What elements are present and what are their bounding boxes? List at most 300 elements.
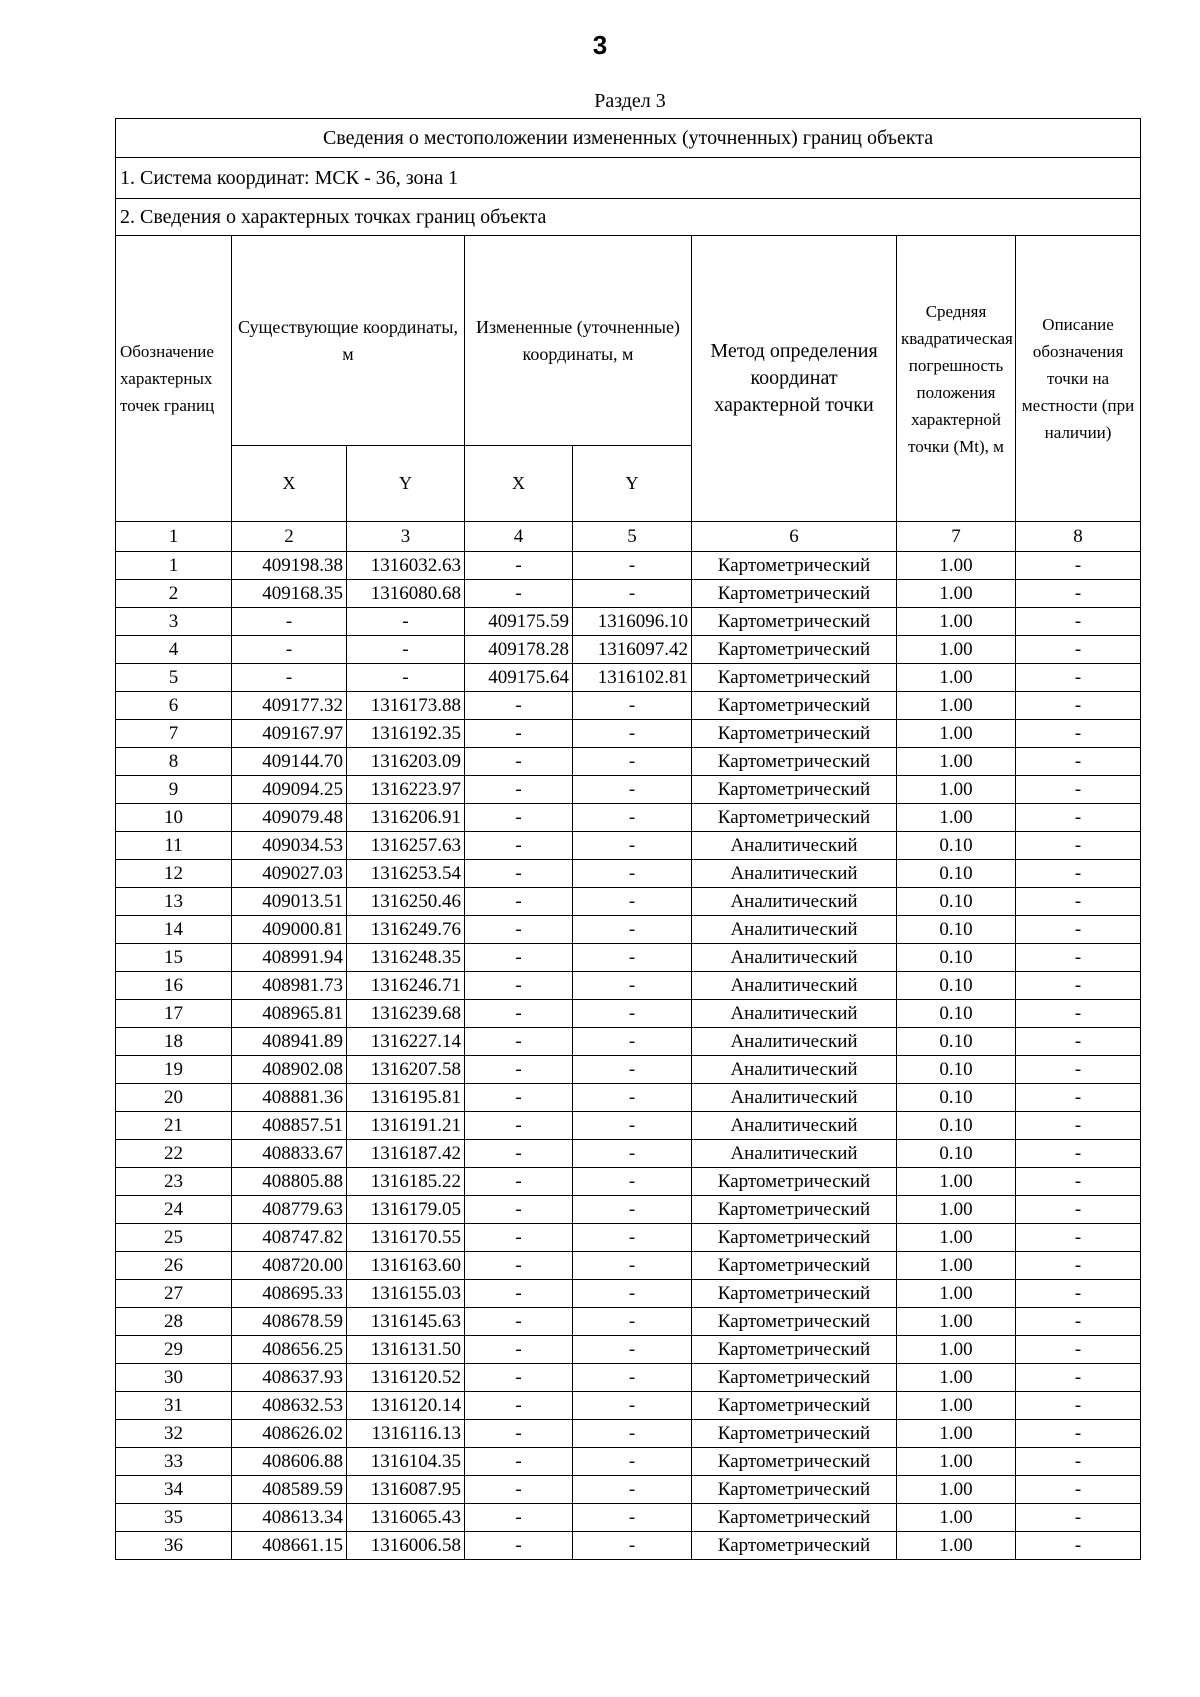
existing-x: 409094.25: [232, 776, 347, 804]
table-row: [116, 1224, 1141, 1252]
changed-y: -: [573, 1448, 692, 1476]
changed-y: -: [573, 748, 692, 776]
table-row: [116, 944, 1141, 972]
method: Картометрический: [692, 580, 897, 608]
header-changed-coords: Измененные (уточненные) координаты, м: [465, 236, 692, 446]
changed-x: -: [465, 720, 573, 748]
point-description: -: [1016, 1252, 1141, 1280]
existing-x: 408632.53: [232, 1392, 347, 1420]
point-number: 20: [116, 1084, 232, 1112]
existing-y: 1316203.09: [347, 748, 465, 776]
method: Картометрический: [692, 1224, 897, 1252]
changed-y: -: [573, 580, 692, 608]
existing-y: 1316120.14: [347, 1392, 465, 1420]
point-description: -: [1016, 552, 1141, 580]
existing-y: 1316087.95: [347, 1476, 465, 1504]
method: Картометрический: [692, 776, 897, 804]
boundary-points-table: [115, 118, 1141, 1560]
method: Аналитический: [692, 916, 897, 944]
changed-y: 1316097.42: [573, 636, 692, 664]
method: Картометрический: [692, 692, 897, 720]
changed-y: -: [573, 944, 692, 972]
header-changed-x: X: [465, 446, 573, 522]
point-description: -: [1016, 1084, 1141, 1112]
method: Картометрический: [692, 1196, 897, 1224]
existing-y: 1316192.35: [347, 720, 465, 748]
table-row: [116, 636, 1141, 664]
method: Картометрический: [692, 1336, 897, 1364]
method: Картометрический: [692, 804, 897, 832]
changed-x: -: [465, 1140, 573, 1168]
changed-y: -: [573, 1476, 692, 1504]
method: Картометрический: [692, 608, 897, 636]
point-description: -: [1016, 832, 1141, 860]
existing-x: 408613.34: [232, 1504, 347, 1532]
mean-square-error: 1.00: [897, 1280, 1016, 1308]
mean-square-error: 0.10: [897, 1112, 1016, 1140]
table-row: [116, 664, 1141, 692]
point-description: -: [1016, 1532, 1141, 1560]
mean-square-error: 1.00: [897, 1252, 1016, 1280]
header-existing-x: X: [232, 446, 347, 522]
existing-y: 1316155.03: [347, 1280, 465, 1308]
method: Картометрический: [692, 1504, 897, 1532]
point-description: -: [1016, 972, 1141, 1000]
method: Аналитический: [692, 1056, 897, 1084]
table-row: [116, 748, 1141, 776]
point-number: 6: [116, 692, 232, 720]
header-existing-y: Y: [347, 446, 465, 522]
table-row: [116, 776, 1141, 804]
existing-y: 1316163.60: [347, 1252, 465, 1280]
existing-x: 409027.03: [232, 860, 347, 888]
existing-y: 1316191.21: [347, 1112, 465, 1140]
point-number: 21: [116, 1112, 232, 1140]
point-number: 9: [116, 776, 232, 804]
existing-x: 409013.51: [232, 888, 347, 916]
changed-x: -: [465, 916, 573, 944]
table-row: [116, 860, 1141, 888]
method: Аналитический: [692, 1084, 897, 1112]
changed-x: -: [465, 1476, 573, 1504]
method: Картометрический: [692, 1280, 897, 1308]
table-row: [116, 1308, 1141, 1336]
existing-x: 409034.53: [232, 832, 347, 860]
existing-y: 1316145.63: [347, 1308, 465, 1336]
changed-y: -: [573, 1028, 692, 1056]
point-number: 11: [116, 832, 232, 860]
mean-square-error: 0.10: [897, 860, 1016, 888]
existing-y: 1316250.46: [347, 888, 465, 916]
table-row: [116, 916, 1141, 944]
changed-x: -: [465, 1196, 573, 1224]
existing-x: 408779.63: [232, 1196, 347, 1224]
existing-y: 1316065.43: [347, 1504, 465, 1532]
changed-x: -: [465, 888, 573, 916]
column-numbers-row: [116, 522, 1141, 552]
method: Аналитический: [692, 860, 897, 888]
mean-square-error: 0.10: [897, 1000, 1016, 1028]
changed-y: -: [573, 1084, 692, 1112]
changed-y: -: [573, 1364, 692, 1392]
point-number: 4: [116, 636, 232, 664]
table-row: [116, 552, 1141, 580]
existing-y: 1316032.63: [347, 552, 465, 580]
point-description: -: [1016, 608, 1141, 636]
changed-x: -: [465, 804, 573, 832]
existing-x: 408881.36: [232, 1084, 347, 1112]
table-row: [116, 1056, 1141, 1084]
method: Аналитический: [692, 1000, 897, 1028]
method: Картометрический: [692, 1252, 897, 1280]
point-number: 36: [116, 1532, 232, 1560]
existing-x: 408589.59: [232, 1476, 347, 1504]
point-description: -: [1016, 776, 1141, 804]
point-description: -: [1016, 944, 1141, 972]
existing-y: 1316131.50: [347, 1336, 465, 1364]
existing-x: 408965.81: [232, 1000, 347, 1028]
existing-y: 1316207.58: [347, 1056, 465, 1084]
changed-y: -: [573, 972, 692, 1000]
changed-x: -: [465, 1168, 573, 1196]
existing-x: 408857.51: [232, 1112, 347, 1140]
point-description: -: [1016, 692, 1141, 720]
changed-y: -: [573, 804, 692, 832]
existing-x: 409079.48: [232, 804, 347, 832]
changed-y: -: [573, 1112, 692, 1140]
changed-x: -: [465, 776, 573, 804]
mean-square-error: 1.00: [897, 1168, 1016, 1196]
changed-y: -: [573, 832, 692, 860]
column-number: 6: [692, 522, 897, 552]
mean-square-error: 1.00: [897, 580, 1016, 608]
changed-x: -: [465, 1112, 573, 1140]
point-number: 31: [116, 1392, 232, 1420]
mean-square-error: 1.00: [897, 1224, 1016, 1252]
table-row: [116, 720, 1141, 748]
mean-square-error: 1.00: [897, 1196, 1016, 1224]
point-number: 23: [116, 1168, 232, 1196]
mean-square-error: 0.10: [897, 1028, 1016, 1056]
table-row: [116, 1280, 1141, 1308]
changed-y: -: [573, 720, 692, 748]
method: Аналитический: [692, 972, 897, 1000]
point-description: -: [1016, 636, 1141, 664]
existing-x: 408981.73: [232, 972, 347, 1000]
changed-x: 409178.28: [465, 636, 573, 664]
table-row: [116, 1084, 1141, 1112]
changed-y: -: [573, 1504, 692, 1532]
mean-square-error: 1.00: [897, 1308, 1016, 1336]
existing-y: 1316185.22: [347, 1168, 465, 1196]
point-description: -: [1016, 1448, 1141, 1476]
mean-square-error: 1.00: [897, 608, 1016, 636]
method: Аналитический: [692, 832, 897, 860]
changed-x: -: [465, 1084, 573, 1112]
point-number: 19: [116, 1056, 232, 1084]
existing-x: 408833.67: [232, 1140, 347, 1168]
point-description: -: [1016, 664, 1141, 692]
changed-x: -: [465, 1028, 573, 1056]
point-description: -: [1016, 804, 1141, 832]
changed-y: -: [573, 1168, 692, 1196]
column-number: 1: [116, 522, 232, 552]
point-description: -: [1016, 1000, 1141, 1028]
existing-y: 1316120.52: [347, 1364, 465, 1392]
point-number: 28: [116, 1308, 232, 1336]
changed-y: -: [573, 1252, 692, 1280]
table-row: [116, 804, 1141, 832]
mean-square-error: 0.10: [897, 1084, 1016, 1112]
method: Картометрический: [692, 552, 897, 580]
table-title: Сведения о местоположении измененных (уточненных) границ объекта: [116, 119, 1141, 158]
header-method: Метод определения координат характерной точки: [692, 236, 897, 522]
point-number: 35: [116, 1504, 232, 1532]
point-number: 8: [116, 748, 232, 776]
existing-x: -: [232, 636, 347, 664]
mean-square-error: 1.00: [897, 552, 1016, 580]
table-row: [116, 692, 1141, 720]
changed-x: -: [465, 972, 573, 1000]
existing-y: 1316246.71: [347, 972, 465, 1000]
method: Аналитический: [692, 944, 897, 972]
point-description: -: [1016, 1224, 1141, 1252]
changed-x: -: [465, 1448, 573, 1476]
existing-x: 409000.81: [232, 916, 347, 944]
point-number: 10: [116, 804, 232, 832]
changed-y: -: [573, 860, 692, 888]
point-description: -: [1016, 1056, 1141, 1084]
changed-x: -: [465, 860, 573, 888]
point-description: -: [1016, 1168, 1141, 1196]
mean-square-error: 1.00: [897, 1532, 1016, 1560]
point-description: -: [1016, 580, 1141, 608]
column-number: 4: [465, 522, 573, 552]
table-row: [116, 1168, 1141, 1196]
existing-y: 1316249.76: [347, 916, 465, 944]
point-number: 17: [116, 1000, 232, 1028]
mean-square-error: 0.10: [897, 888, 1016, 916]
table-row: [116, 1140, 1141, 1168]
point-number: 15: [116, 944, 232, 972]
table-row: [116, 608, 1141, 636]
point-description: -: [1016, 1196, 1141, 1224]
existing-y: 1316104.35: [347, 1448, 465, 1476]
point-description: -: [1016, 720, 1141, 748]
point-description: -: [1016, 888, 1141, 916]
changed-x: -: [465, 1000, 573, 1028]
changed-x: -: [465, 580, 573, 608]
existing-x: 408805.88: [232, 1168, 347, 1196]
point-description: -: [1016, 1504, 1141, 1532]
header-description: Описание обозначения точки на местности (при наличии): [1016, 236, 1141, 522]
changed-y: -: [573, 1056, 692, 1084]
coordinate-system: 1. Система координат: МСК - 36, зона 1: [116, 158, 1141, 199]
existing-x: -: [232, 664, 347, 692]
point-number: 29: [116, 1336, 232, 1364]
point-description: -: [1016, 1392, 1141, 1420]
mean-square-error: 0.10: [897, 972, 1016, 1000]
point-number: 24: [116, 1196, 232, 1224]
mean-square-error: 1.00: [897, 1476, 1016, 1504]
table-row: [116, 1252, 1141, 1280]
existing-y: 1316253.54: [347, 860, 465, 888]
method: Аналитический: [692, 888, 897, 916]
existing-x: 408656.25: [232, 1336, 347, 1364]
point-description: -: [1016, 1476, 1141, 1504]
point-description: -: [1016, 860, 1141, 888]
point-description: -: [1016, 1280, 1141, 1308]
changed-x: -: [465, 1056, 573, 1084]
changed-x: 409175.59: [465, 608, 573, 636]
existing-x: 408695.33: [232, 1280, 347, 1308]
method: Аналитический: [692, 1112, 897, 1140]
header-changed-y: Y: [573, 446, 692, 522]
existing-x: 408637.93: [232, 1364, 347, 1392]
table-row: [116, 1532, 1141, 1560]
mean-square-error: 1.00: [897, 720, 1016, 748]
method: Картометрический: [692, 1168, 897, 1196]
point-number: 26: [116, 1252, 232, 1280]
method: Аналитический: [692, 1140, 897, 1168]
existing-y: -: [347, 664, 465, 692]
existing-x: 409177.32: [232, 692, 347, 720]
changed-y: -: [573, 1196, 692, 1224]
existing-x: 408941.89: [232, 1028, 347, 1056]
existing-y: 1316170.55: [347, 1224, 465, 1252]
mean-square-error: 0.10: [897, 916, 1016, 944]
changed-x: -: [465, 1532, 573, 1560]
existing-y: 1316227.14: [347, 1028, 465, 1056]
header-designation: Обозначение характерных точек границ: [116, 236, 232, 522]
changed-y: -: [573, 1336, 692, 1364]
point-number: 14: [116, 916, 232, 944]
mean-square-error: 1.00: [897, 776, 1016, 804]
changed-y: -: [573, 1140, 692, 1168]
changed-x: -: [465, 748, 573, 776]
changed-y: -: [573, 1224, 692, 1252]
table-row: [116, 1028, 1141, 1056]
mean-square-error: 1.00: [897, 692, 1016, 720]
mean-square-error: 1.00: [897, 664, 1016, 692]
column-number: 2: [232, 522, 347, 552]
method: Картометрический: [692, 1448, 897, 1476]
existing-x: 408991.94: [232, 944, 347, 972]
column-number: 8: [1016, 522, 1141, 552]
changed-x: -: [465, 1224, 573, 1252]
point-description: -: [1016, 1336, 1141, 1364]
table-row: [116, 1448, 1141, 1476]
mean-square-error: 1.00: [897, 748, 1016, 776]
table-row: [116, 1112, 1141, 1140]
point-number: 34: [116, 1476, 232, 1504]
table-row: [116, 1000, 1141, 1028]
changed-y: -: [573, 776, 692, 804]
method: Картометрический: [692, 748, 897, 776]
method: Картометрический: [692, 1476, 897, 1504]
existing-x: 408626.02: [232, 1420, 347, 1448]
column-number: 3: [347, 522, 465, 552]
page-number: 3: [592, 30, 608, 60]
changed-y: -: [573, 1280, 692, 1308]
changed-x: -: [465, 1280, 573, 1308]
point-number: 1: [116, 552, 232, 580]
method: Картометрический: [692, 1532, 897, 1560]
point-number: 18: [116, 1028, 232, 1056]
changed-x: -: [465, 692, 573, 720]
changed-x: -: [465, 1336, 573, 1364]
changed-x: -: [465, 944, 573, 972]
mean-square-error: 1.00: [897, 804, 1016, 832]
point-number: 32: [116, 1420, 232, 1448]
table-row: [116, 1504, 1141, 1532]
point-number: 30: [116, 1364, 232, 1392]
point-number: 22: [116, 1140, 232, 1168]
existing-y: -: [347, 636, 465, 664]
existing-x: 408720.00: [232, 1252, 347, 1280]
existing-y: 1316239.68: [347, 1000, 465, 1028]
point-number: 27: [116, 1280, 232, 1308]
point-description: -: [1016, 1308, 1141, 1336]
point-description: -: [1016, 916, 1141, 944]
point-description: -: [1016, 1364, 1141, 1392]
method: Картометрический: [692, 1308, 897, 1336]
point-number: 25: [116, 1224, 232, 1252]
changed-y: -: [573, 1532, 692, 1560]
points-info-heading: 2. Сведения о характерных точках границ объекта: [116, 199, 1141, 236]
changed-y: -: [573, 1420, 692, 1448]
point-number: 12: [116, 860, 232, 888]
point-number: 13: [116, 888, 232, 916]
existing-y: -: [347, 608, 465, 636]
mean-square-error: 0.10: [897, 944, 1016, 972]
column-number: 5: [573, 522, 692, 552]
point-number: 3: [116, 608, 232, 636]
existing-x: 408606.88: [232, 1448, 347, 1476]
method: Картометрический: [692, 1392, 897, 1420]
method: Картометрический: [692, 1420, 897, 1448]
changed-x: -: [465, 1392, 573, 1420]
existing-x: 408747.82: [232, 1224, 347, 1252]
point-description: -: [1016, 1112, 1141, 1140]
column-number: 7: [897, 522, 1016, 552]
existing-y: 1316006.58: [347, 1532, 465, 1560]
mean-square-error: 0.10: [897, 1056, 1016, 1084]
changed-y: -: [573, 552, 692, 580]
point-number: 33: [116, 1448, 232, 1476]
existing-y: 1316116.13: [347, 1420, 465, 1448]
existing-x: 408902.08: [232, 1056, 347, 1084]
changed-x: -: [465, 1252, 573, 1280]
mean-square-error: 1.00: [897, 1420, 1016, 1448]
method: Картометрический: [692, 1364, 897, 1392]
changed-x: -: [465, 1364, 573, 1392]
existing-x: 408661.15: [232, 1532, 347, 1560]
point-number: 16: [116, 972, 232, 1000]
point-description: -: [1016, 1140, 1141, 1168]
table-row: [116, 1392, 1141, 1420]
point-number: 2: [116, 580, 232, 608]
method: Картометрический: [692, 664, 897, 692]
existing-y: 1316223.97: [347, 776, 465, 804]
mean-square-error: 1.00: [897, 1504, 1016, 1532]
existing-x: 409144.70: [232, 748, 347, 776]
changed-x: -: [465, 1420, 573, 1448]
changed-y: -: [573, 888, 692, 916]
point-number: 5: [116, 664, 232, 692]
changed-y: -: [573, 692, 692, 720]
mean-square-error: 1.00: [897, 1364, 1016, 1392]
